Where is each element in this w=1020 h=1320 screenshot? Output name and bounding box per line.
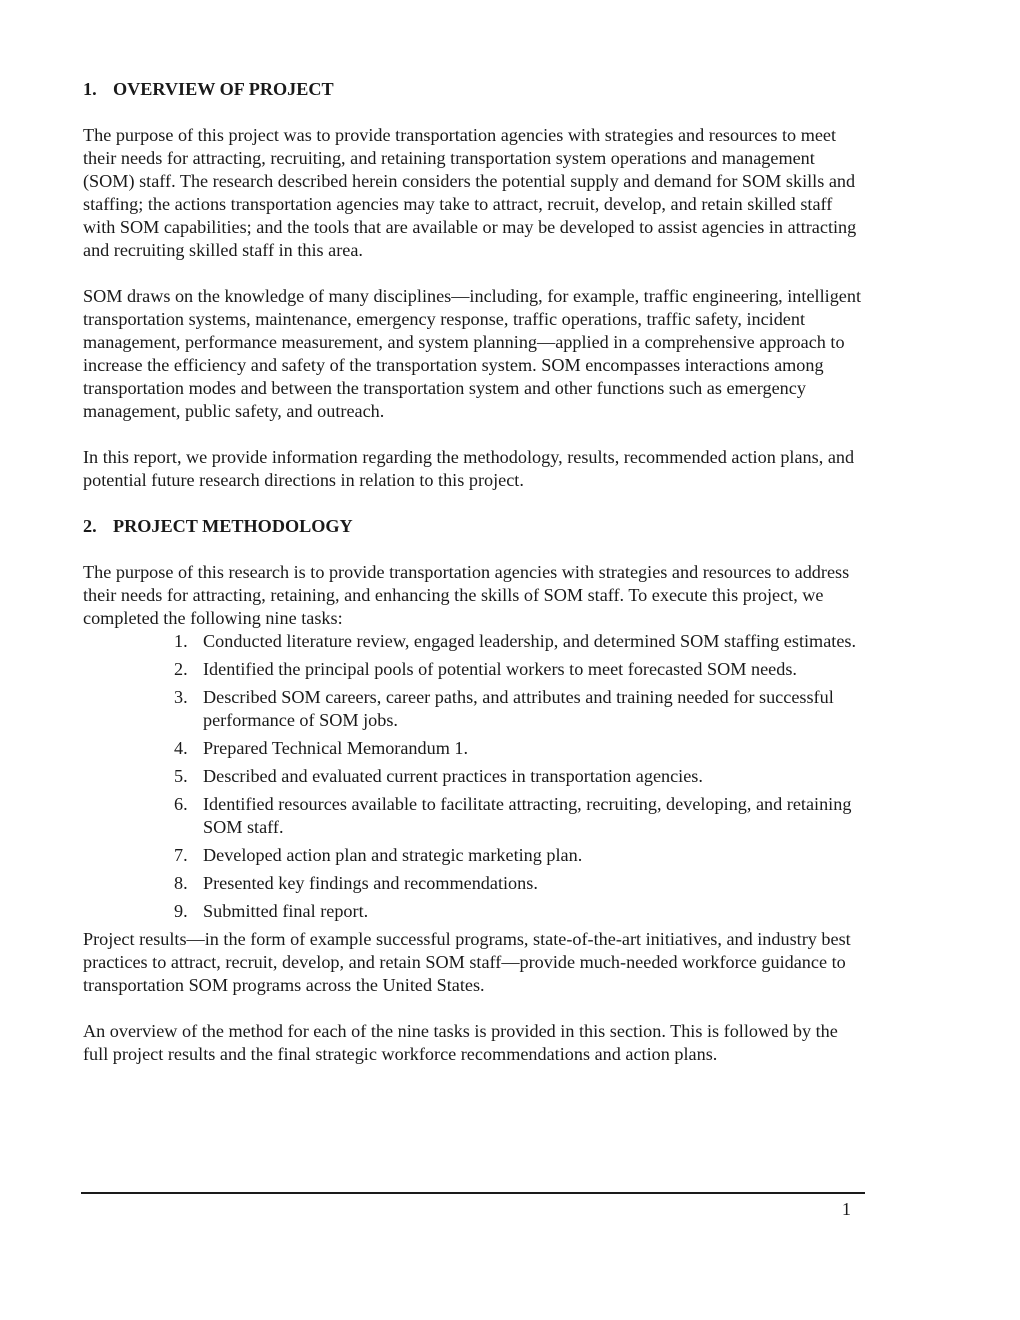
task-text: Identified the principal pools of potential workers to meet forecasted SOM needs. (203, 659, 797, 679)
task-number: 3. (174, 687, 188, 707)
task-text: Prepared Technical Memorandum 1. (203, 738, 469, 758)
list-item (174, 872, 867, 895)
list-item (174, 765, 867, 788)
task-text: Identified resources available to facilitate attracting, recruiting, developing, and retaining SOM staff. (203, 794, 852, 837)
task-number: 9. (174, 901, 188, 921)
document-page (83, 78, 867, 1089)
list-item (174, 658, 867, 681)
section-2-title: PROJECT METHODOLOGY (113, 516, 353, 536)
task-number: 4. (174, 738, 188, 758)
section-1-paragraph-1: The purpose of this project was to provide transportation agencies with strategies and resources to meet their needs for attracting, recruiting, and retaining transportation system operations and management (SOM) staff. The research described herein considers the potential supply and demand for SOM skills and staffing; the actions transportation agencies may take to attract, recruit, develop, and retain skilled staff with SOM capabilities; and the tools that are available or may be developed to assist agencies in attracting and recruiting skilled staff in this area. (83, 125, 857, 260)
section-2-results: Project results—in the form of example successful programs, state-of-the-art initiatives, and industry best practices to attract, recruit, develop, and retain SOM staff—provide much-needed workforce guidance to transportation SOM programs across the United States. (83, 929, 851, 995)
section-1-heading (83, 78, 867, 101)
section-1-title: OVERVIEW OF PROJECT (113, 79, 334, 99)
footer-rule (81, 1192, 865, 1194)
list-item (174, 686, 867, 732)
task-text: Submitted final report. (203, 901, 369, 921)
task-text: Described and evaluated current practices in transportation agencies. (203, 766, 703, 786)
list-item (174, 900, 867, 923)
list-item (174, 793, 867, 839)
list-item (174, 630, 867, 653)
task-number: 5. (174, 766, 188, 786)
task-number: 6. (174, 794, 188, 814)
task-number: 8. (174, 873, 188, 893)
task-text: Developed action plan and strategic marketing plan. (203, 845, 583, 865)
section-2-number: 2. (83, 516, 97, 536)
task-number: 2. (174, 659, 188, 679)
section-1-paragraph-2: SOM draws on the knowledge of many disciplines—including, for example, traffic engineering, intelligent transportation systems, maintenance, emergency response, traffic operations, traffic safety, incident management, performance measurement, and system planning—applied in a comprehensive approach to increase the efficiency and safety of the transportation system. SOM encompasses interactions among transportation modes and between the transportation system and other functions such as emergency management, public safety, and outreach. (83, 286, 862, 421)
task-list (83, 630, 867, 923)
section-1-paragraph-3: In this report, we provide information regarding the methodology, results, recommended action plans, and potential future research directions in relation to this project. (83, 447, 855, 490)
section-2-closing: An overview of the method for each of the nine tasks is provided in this section. This is followed by the full project results and the final strategic workforce recommendations and action plans. (83, 1021, 838, 1064)
page-number: 1 (841, 1199, 851, 1219)
section-2-intro: The purpose of this research is to provide transportation agencies with strategies and resources to address their needs for attracting, retaining, and enhancing the skills of SOM staff. To execute this project, we completed the following nine tasks: (83, 562, 850, 628)
task-text: Presented key findings and recommendations. (203, 873, 538, 893)
task-text: Conducted literature review, engaged leadership, and determined SOM staffing estimates. (203, 631, 857, 651)
task-number: 1. (174, 631, 188, 651)
section-1-number: 1. (83, 79, 97, 99)
list-item (174, 844, 867, 867)
section-2-heading (83, 515, 867, 538)
task-text: Described SOM careers, career paths, and attributes and training needed for successful performance of SOM jobs. (203, 687, 834, 730)
list-item (174, 737, 867, 760)
task-number: 7. (174, 845, 188, 865)
